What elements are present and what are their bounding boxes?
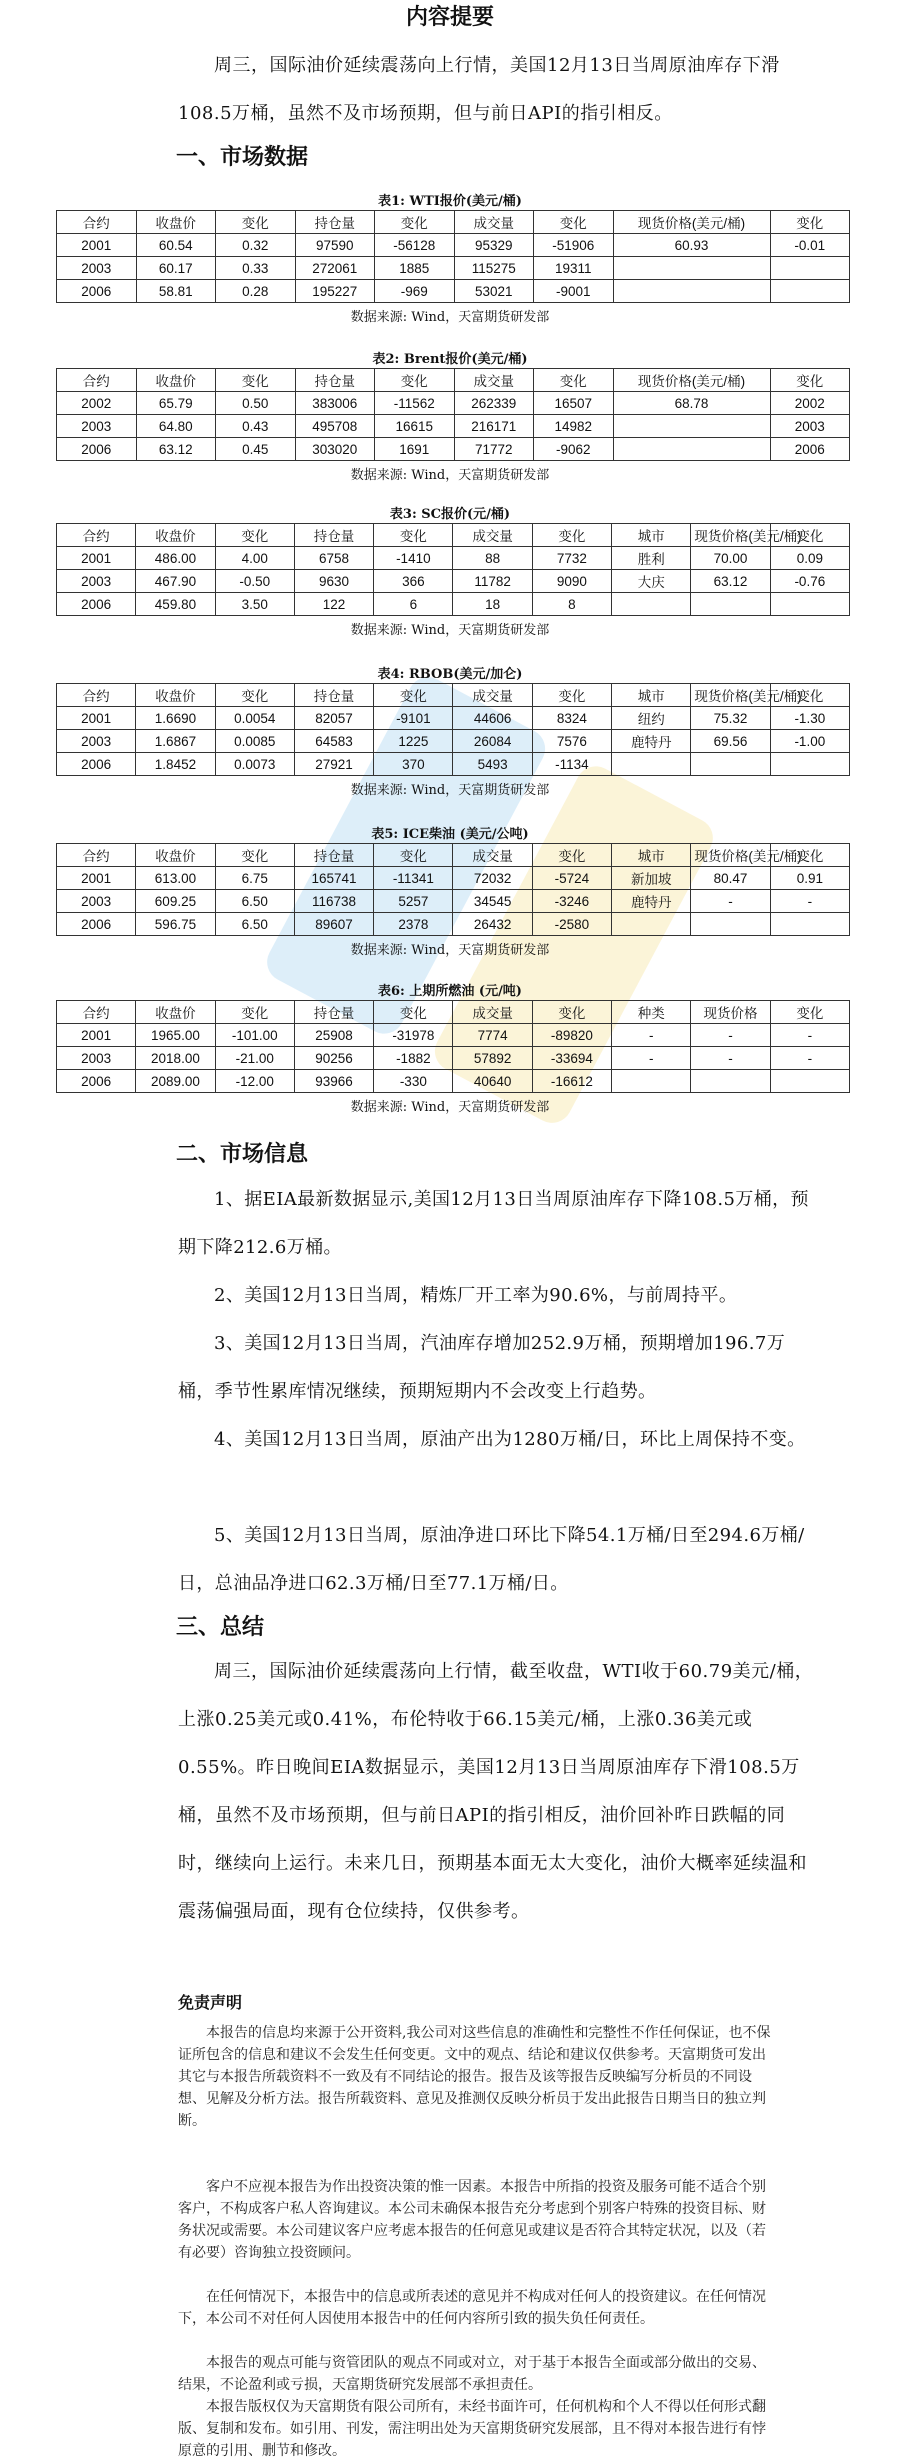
info-item: 3、美国12月13日当周，汽油库存增加252.9万桶，预期增加196.7万桶，季节性累库情况继续，预期短期内不会改变上行趋势。: [178, 1333, 786, 1402]
table-header-cell: 变化: [770, 524, 849, 547]
section-heading-summary: 三、总结: [176, 1615, 265, 1640]
data-table: [56, 523, 850, 616]
table-header-cell: 变化: [534, 369, 614, 392]
table-header-cell: 城市: [612, 844, 691, 867]
table-cell: -1.30: [770, 707, 849, 730]
table-cell: 7774: [453, 1024, 532, 1047]
table-cell: 6.75: [215, 867, 294, 890]
table-row: [57, 415, 850, 438]
table-cell: -2580: [532, 913, 611, 936]
table-cell: [612, 1070, 691, 1093]
table-header-cell: 变化: [770, 211, 850, 234]
table-cell: -0.01: [770, 234, 850, 257]
table-cell: 63.12: [691, 570, 770, 593]
table-cell: 0.43: [216, 415, 296, 438]
table-header-cell: 现货价格(美元/桶): [691, 844, 770, 867]
table-cell: -: [691, 890, 770, 913]
table-cell: -1.00: [770, 730, 849, 753]
table-cell: 9630: [294, 570, 373, 593]
table-caption: 表4: RBOB(美元/加仑): [377, 667, 523, 682]
data-table: [56, 683, 850, 776]
table-header-row: [57, 684, 850, 707]
table-cell: -101.00: [215, 1024, 294, 1047]
table-cell: 5493: [453, 753, 532, 776]
table-cell: 大庆: [612, 570, 691, 593]
table-cell: 2002: [57, 392, 137, 415]
table-cell: 60.54: [136, 234, 216, 257]
table-cell: -51906: [534, 234, 614, 257]
table-cell: 8324: [532, 707, 611, 730]
table-header-cell: 合约: [57, 844, 136, 867]
table-cell: -5724: [532, 867, 611, 890]
data-table: [56, 210, 850, 303]
table-caption: 表3: SC报价(元/桶): [389, 507, 511, 522]
table-cell: [691, 753, 770, 776]
table-row: [57, 593, 850, 616]
table-cell: 2006: [57, 1070, 136, 1093]
table-header-cell: 变化: [215, 1001, 294, 1024]
table-header-cell: 持仓量: [294, 684, 373, 707]
table-cell: 383006: [295, 392, 375, 415]
table-cell: 613.00: [136, 867, 215, 890]
table-cell: 53021: [454, 280, 534, 303]
table-cell: 0.45: [216, 438, 296, 461]
table-cell: 2003: [57, 257, 137, 280]
table-header-cell: 现货价格(美元/桶): [613, 369, 770, 392]
table-header-cell: 变化: [215, 844, 294, 867]
table-source-note: 数据来源: Wind，天富期货研发部: [350, 783, 550, 798]
table-cell: 11782: [453, 570, 532, 593]
table-cell: 6.50: [215, 890, 294, 913]
table-header-cell: 变化: [532, 1001, 611, 1024]
table-row: [57, 753, 850, 776]
table-cell: 486.00: [136, 547, 215, 570]
table-cell: -: [770, 890, 849, 913]
table-header-cell: 变化: [534, 211, 614, 234]
table-cell: [612, 913, 691, 936]
table-cell: -3246: [532, 890, 611, 913]
table-row: [57, 890, 850, 913]
table-cell: 2001: [57, 707, 136, 730]
table-cell: 80.47: [691, 867, 770, 890]
table-cell: 2006: [770, 438, 850, 461]
table-cell: 1225: [374, 730, 453, 753]
page-title: 内容提要: [405, 5, 494, 30]
table-cell: 60.93: [613, 234, 770, 257]
table-row: [57, 280, 850, 303]
table-cell: [612, 753, 691, 776]
table-cell: 93966: [294, 1070, 373, 1093]
table-row: [57, 257, 850, 280]
table-header-cell: 种类: [612, 1001, 691, 1024]
table-row: [57, 547, 850, 570]
table-cell: 2006: [57, 593, 136, 616]
table-row: [57, 1024, 850, 1047]
table-cell: 122: [294, 593, 373, 616]
table-cell: 2003: [57, 415, 137, 438]
table-cell: -: [770, 1047, 849, 1070]
table-cell: -: [770, 1024, 849, 1047]
table-row: [57, 234, 850, 257]
table-cell: 6758: [294, 547, 373, 570]
table-caption: 表1: WTI报价(美元/桶): [378, 194, 522, 209]
table-cell: 9090: [532, 570, 611, 593]
table-cell: -12.00: [215, 1070, 294, 1093]
table-cell: -0.76: [770, 570, 849, 593]
table-cell: 6: [374, 593, 453, 616]
table-cell: -89820: [532, 1024, 611, 1047]
table-cell: 0.32: [216, 234, 296, 257]
table-cell: 68.78: [613, 392, 770, 415]
table-cell: 3.50: [215, 593, 294, 616]
disclaimer-paragraph: 本报告版权仅为天富期货有限公司所有，未经书面许可，任何机构和个人不得以任何形式翻版、复制和发布。如引用、刊发，需注明出处为天富期货研究发展部，且不得对本报告进行有悖原意的引用、删节和修改。: [178, 2399, 766, 2459]
info-item: 5、美国12月13日当周，原油净进口环比下降54.1万桶/日至294.6万桶/日，总油品净进口62.3万桶/日至77.1万桶/日。: [178, 1525, 805, 1594]
table-header-cell: 成交量: [453, 524, 532, 547]
table-caption: 表5: ICE柴油 (美元/公吨): [371, 827, 529, 842]
table-header-cell: 变化: [374, 684, 453, 707]
table-cell: 0.0085: [215, 730, 294, 753]
table-header-cell: 变化: [374, 524, 453, 547]
table-cell: 40640: [453, 1070, 532, 1093]
table-cell: 胜利: [612, 547, 691, 570]
table-cell: 64.80: [136, 415, 216, 438]
table-header-cell: 变化: [215, 524, 294, 547]
table-header-cell: 变化: [770, 369, 850, 392]
table-header-cell: 现货价格(美元/桶): [613, 211, 770, 234]
table-cell: 19311: [534, 257, 614, 280]
disclaimer-paragraph: 客户不应视本报告为作出投资决策的惟一因素。本报告中所指的投资及服务可能不适合个别客户，不构成客户私人咨询建议。本公司未确保本报告充分考虑到个别客户特殊的投资目标、财务状况或需要。本公司建议客户应考虑本报告的任何意见或建议是否符合其特定状况，以及（若有必要）咨询独立投资顾问。: [178, 2179, 766, 2261]
table-header-cell: 持仓量: [295, 369, 375, 392]
table-cell: -11562: [375, 392, 455, 415]
disclaimer-paragraph: 在任何情况下，本报告中的信息或所表述的意见并不构成对任何人的投资建议。在任何情况下，本公司不对任何人因使用本报告中的任何内容所引致的损失负任何责任。: [178, 2289, 766, 2327]
table-header-cell: 收盘价: [136, 844, 215, 867]
table-cell: 272061: [295, 257, 375, 280]
table-caption: 表2: Brent报价(美元/桶): [372, 352, 528, 367]
table-header-row: [57, 369, 850, 392]
table-cell: 鹿特丹: [612, 730, 691, 753]
disclaimer-paragraph: 本报告的观点可能与资管团队的观点不同或对立，对于基于本报告全面或部分做出的交易、结果，不论盈利或亏损，天富期货研究发展部不承担责任。: [178, 2355, 766, 2393]
table-header-cell: 变化: [375, 211, 455, 234]
table-row: [57, 1047, 850, 1070]
table-cell: 14982: [534, 415, 614, 438]
table-cell: 1691: [375, 438, 455, 461]
table-header-cell: 变化: [532, 844, 611, 867]
table-cell: 0.0054: [215, 707, 294, 730]
table-cell: [613, 438, 770, 461]
table-cell: 1965.00: [136, 1024, 215, 1047]
table-cell: 216171: [454, 415, 534, 438]
table-cell: 596.75: [136, 913, 215, 936]
table-cell: 88: [453, 547, 532, 570]
table-cell: -33694: [532, 1047, 611, 1070]
table-cell: 44606: [453, 707, 532, 730]
table-cell: [770, 753, 849, 776]
table-cell: 26084: [453, 730, 532, 753]
table-cell: 69.56: [691, 730, 770, 753]
table-cell: 90256: [294, 1047, 373, 1070]
table-cell: -0.50: [215, 570, 294, 593]
table-header-cell: 成交量: [453, 844, 532, 867]
table-cell: -1410: [374, 547, 453, 570]
conclusion-paragraph: 周三，国际油价延续震荡向上行情，截至收盘，WTI收于60.79美元/桶，上涨0.25美元或0.41%，布伦特收于66.15美元/桶，上涨0.36美元或0.55%。昨日晚间EIA数据显示，美国12月13日当周原油库存下滑108.5万桶，虽然不及市场预期，但与前日API的指引相反，油价回补昨日跌幅的同时，继续向上运行。未来几日，预期基本面无太大变化，油价大概率延续温和震荡偏强局面，现有仓位续持，仅供参考。: [178, 1661, 814, 1922]
table-cell: [691, 913, 770, 936]
table-cell: 72032: [453, 867, 532, 890]
table-header-row: [57, 1001, 850, 1024]
table-header-cell: 现货价格(美元/桶): [691, 684, 770, 707]
table-cell: 262339: [454, 392, 534, 415]
table-cell: 34545: [453, 890, 532, 913]
table-cell: 195227: [295, 280, 375, 303]
table-cell: 71772: [454, 438, 534, 461]
table-header-cell: 城市: [612, 684, 691, 707]
table-header-row: [57, 844, 850, 867]
table-cell: -21.00: [215, 1047, 294, 1070]
table-source-note: 数据来源: Wind，天富期货研发部: [350, 1100, 550, 1115]
table-cell: 27921: [294, 753, 373, 776]
table-cell: 2018.00: [136, 1047, 215, 1070]
table-cell: 1.8452: [136, 753, 215, 776]
table-cell: 95329: [454, 234, 534, 257]
table-row: [57, 1070, 850, 1093]
table-cell: 4.00: [215, 547, 294, 570]
table-cell: 303020: [295, 438, 375, 461]
table-row: [57, 707, 850, 730]
table-cell: 2003: [57, 730, 136, 753]
table-header-cell: 收盘价: [136, 369, 216, 392]
table-cell: 16507: [534, 392, 614, 415]
table-header-cell: 成交量: [453, 1001, 532, 1024]
table-cell: 459.80: [136, 593, 215, 616]
table-cell: 2003: [57, 890, 136, 913]
table-row: [57, 570, 850, 593]
table-source-note: 数据来源: Wind，天富期货研发部: [350, 310, 550, 325]
table-cell: -: [612, 1047, 691, 1070]
table-cell: 60.17: [136, 257, 216, 280]
table-cell: [770, 280, 850, 303]
table-cell: 纽约: [612, 707, 691, 730]
table-header-cell: 成交量: [454, 211, 534, 234]
table-cell: -9062: [534, 438, 614, 461]
table-cell: [613, 257, 770, 280]
table-header-row: [57, 211, 850, 234]
info-item: 4、美国12月13日当周，原油产出为1280万桶/日，环比上周保持不变。: [214, 1429, 806, 1450]
table-header-cell: 变化: [375, 369, 455, 392]
table-header-cell: 变化: [770, 844, 849, 867]
table-header-cell: 城市: [612, 524, 691, 547]
table-cell: 0.91: [770, 867, 849, 890]
table-cell: 70.00: [691, 547, 770, 570]
table-header-cell: 变化: [215, 684, 294, 707]
table-cell: [613, 280, 770, 303]
table-cell: 2003: [57, 570, 136, 593]
table-cell: 64583: [294, 730, 373, 753]
table-row: [57, 867, 850, 890]
table-cell: [770, 913, 849, 936]
summary-paragraph: 周三，国际油价延续震荡向上行情，美国12月13日当周原油库存下滑108.5万桶，虽然不及市场预期，但与前日API的指引相反。: [178, 55, 780, 124]
table-cell: 26432: [453, 913, 532, 936]
table-cell: [613, 415, 770, 438]
table-cell: -9101: [374, 707, 453, 730]
table-header-cell: 持仓量: [294, 1001, 373, 1024]
table-header-cell: 合约: [57, 211, 137, 234]
table-cell: [770, 593, 849, 616]
table-cell: 609.25: [136, 890, 215, 913]
table-cell: 2002: [770, 392, 850, 415]
table-header-cell: 变化: [770, 1001, 849, 1024]
table-header-cell: 变化: [770, 684, 849, 707]
table-cell: 65.79: [136, 392, 216, 415]
table-cell: 7732: [532, 547, 611, 570]
table-cell: 2003: [770, 415, 850, 438]
table-source-note: 数据来源: Wind，天富期货研发部: [350, 943, 550, 958]
table-cell: 57892: [453, 1047, 532, 1070]
table-cell: 82057: [294, 707, 373, 730]
table-cell: [691, 593, 770, 616]
table-cell: 7576: [532, 730, 611, 753]
table-cell: [612, 593, 691, 616]
table-source-note: 数据来源: Wind，天富期货研发部: [350, 623, 550, 638]
table-cell: 1.6690: [136, 707, 215, 730]
table-row: [57, 913, 850, 936]
table-header-cell: 合约: [57, 684, 136, 707]
table-cell: 467.90: [136, 570, 215, 593]
table-cell: -9001: [534, 280, 614, 303]
table-cell: -1134: [532, 753, 611, 776]
table-cell: 97590: [295, 234, 375, 257]
table-cell: -: [691, 1024, 770, 1047]
table-header-row: [57, 524, 850, 547]
table-cell: 89607: [294, 913, 373, 936]
table-cell: 58.81: [136, 280, 216, 303]
data-table: [56, 368, 850, 461]
table-header-cell: 变化: [374, 1001, 453, 1024]
table-header-cell: 持仓量: [294, 844, 373, 867]
info-item: 2、美国12月13日当周，精炼厂开工率为90.6%，与前周持平。: [214, 1285, 738, 1306]
table-cell: 0.09: [770, 547, 849, 570]
table-header-cell: 收盘价: [136, 684, 215, 707]
disclaimer-paragraph: 本报告的信息均来源于公开资料,我公司对这些信息的准确性和完整性不作任何保证，也不保证所包含的信息和建议不会发生任何变更。文中的观点、结论和建议仅供参考。天富期货可发出其它与本报告所载资料不一致及有不同结论的报告。报告及该等报告反映编写分析员的不同设想、见解及分析方法。报告所载资料、意见及推测仅反映分析员于发出此报告日期当日的独立判断。: [178, 2025, 771, 2129]
table-header-cell: 变化: [216, 369, 296, 392]
table-header-cell: 现货价格: [691, 1001, 770, 1024]
table-row: [57, 392, 850, 415]
table-cell: 2003: [57, 1047, 136, 1070]
table-cell: 8: [532, 593, 611, 616]
table-cell: -969: [375, 280, 455, 303]
table-cell: -: [612, 1024, 691, 1047]
table-source-note: 数据来源: Wind，天富期货研发部: [350, 468, 550, 483]
section-heading-market-data: 一、市场数据: [176, 145, 309, 170]
table-cell: -56128: [375, 234, 455, 257]
table-header-cell: 变化: [532, 524, 611, 547]
table-cell: 新加坡: [612, 867, 691, 890]
table-row: [57, 730, 850, 753]
table-cell: 2001: [57, 1024, 136, 1047]
table-cell: -11341: [374, 867, 453, 890]
table-cell: [691, 1070, 770, 1093]
table-header-cell: 合约: [57, 1001, 136, 1024]
table-header-cell: 成交量: [454, 369, 534, 392]
table-cell: 2006: [57, 753, 136, 776]
table-cell: 2089.00: [136, 1070, 215, 1093]
disclaimer-title: 免责声明: [178, 1993, 243, 2012]
table-cell: 鹿特丹: [612, 890, 691, 913]
table-header-cell: 变化: [374, 844, 453, 867]
table-cell: 5257: [374, 890, 453, 913]
table-header-cell: 合约: [57, 369, 137, 392]
table-header-cell: 变化: [532, 684, 611, 707]
table-header-cell: 现货价格(美元/桶): [691, 524, 770, 547]
section-heading-market-info: 二、市场信息: [176, 1142, 309, 1167]
table-cell: 495708: [295, 415, 375, 438]
table-cell: 2006: [57, 280, 137, 303]
info-item: 1、据EIA最新数据显示,美国12月13日当周原油库存下降108.5万桶，预期下降212.6万桶。: [178, 1189, 809, 1258]
table-cell: -31978: [374, 1024, 453, 1047]
table-cell: 18: [453, 593, 532, 616]
table-cell: 0.50: [216, 392, 296, 415]
table-cell: 1.6867: [136, 730, 215, 753]
table-header-cell: 持仓量: [295, 211, 375, 234]
table-cell: 16615: [375, 415, 455, 438]
table-header-cell: 收盘价: [136, 211, 216, 234]
table-header-cell: 合约: [57, 524, 136, 547]
table-header-cell: 成交量: [453, 684, 532, 707]
table-cell: 63.12: [136, 438, 216, 461]
table-cell: -16612: [532, 1070, 611, 1093]
table-cell: -: [691, 1047, 770, 1070]
table-cell: 0.33: [216, 257, 296, 280]
table-cell: 2378: [374, 913, 453, 936]
data-table: [56, 843, 850, 936]
table-cell: [770, 1070, 849, 1093]
table-cell: 165741: [294, 867, 373, 890]
table-cell: 116738: [294, 890, 373, 913]
table-cell: 2001: [57, 234, 137, 257]
table-cell: -1882: [374, 1047, 453, 1070]
table-cell: 0.28: [216, 280, 296, 303]
table-header-cell: 持仓量: [294, 524, 373, 547]
table-cell: 75.32: [691, 707, 770, 730]
table-header-cell: 变化: [216, 211, 296, 234]
table-cell: 25908: [294, 1024, 373, 1047]
table-cell: 2006: [57, 438, 137, 461]
table-cell: 366: [374, 570, 453, 593]
table-row: [57, 438, 850, 461]
table-cell: -330: [374, 1070, 453, 1093]
table-cell: 0.0073: [215, 753, 294, 776]
table-cell: 2001: [57, 547, 136, 570]
table-cell: 115275: [454, 257, 534, 280]
table-cell: 1885: [375, 257, 455, 280]
data-table: [56, 1000, 850, 1093]
table-cell: [770, 257, 850, 280]
table-header-cell: 收盘价: [136, 524, 215, 547]
table-cell: 6.50: [215, 913, 294, 936]
table-cell: 2006: [57, 913, 136, 936]
table-cell: 370: [374, 753, 453, 776]
table-caption: 表6: 上期所燃油 (元/吨): [378, 984, 522, 999]
table-header-cell: 收盘价: [136, 1001, 215, 1024]
table-cell: 2001: [57, 867, 136, 890]
